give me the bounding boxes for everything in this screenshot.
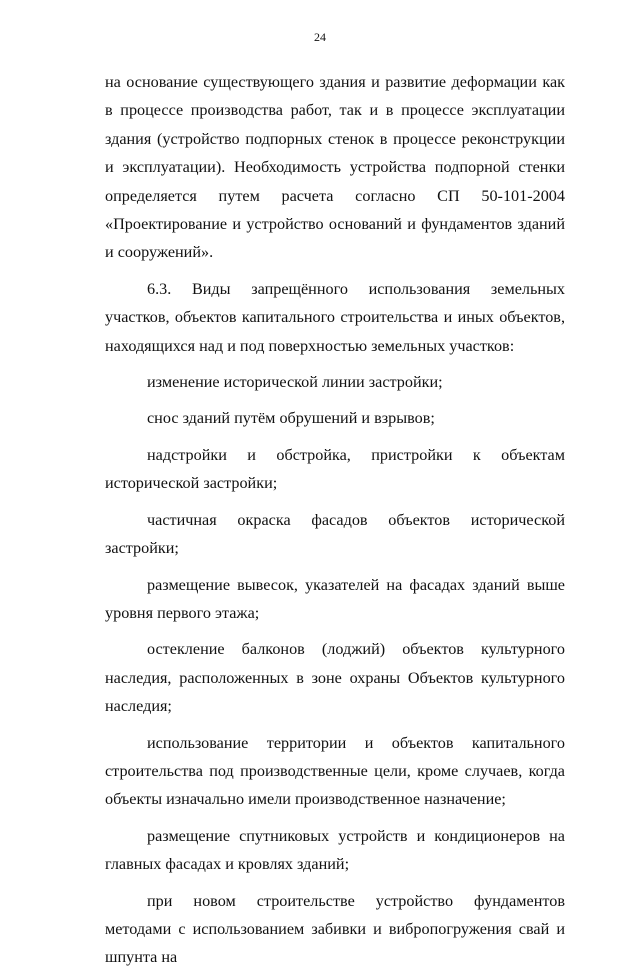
list-item: при новом строительстве устройство фундаментов методами с использованием забивки и вибропогружения свай и шпунта на <box>105 891 565 967</box>
list-item: размещение вывесок, указателей на фасадах зданий выше уровня первого этажа; <box>105 575 565 622</box>
paragraph-continuation: на основание существующего здания и развитие деформации как в процессе производства работ, так и в процессе эксплуатации здания (устройство подпорных стенок в процессе реконструкции и эксплуатации). Необходимость устройства подпорной стенки определяется путем расчета согласно СП 50-101-2004 «Проектирование и устройство оснований и фундаментов зданий и сооружений». <box>105 73 565 262</box>
list-item: снос зданий путём обрушений и взрывов; <box>147 409 435 428</box>
page-number: 24 <box>314 30 326 44</box>
list-item: надстройки и обстройка, пристройки к объектам исторической застройки; <box>105 445 565 493</box>
list-item: частичная окраска фасадов объектов исторической застройки; <box>105 510 565 558</box>
document-body <box>105 68 565 972</box>
paragraph-section-6-3: 6.3. Виды запрещённого использования земельных участков, объектов капитального строительства и иных объектов, находящихся над и под поверхностью земельных участков: <box>105 279 565 355</box>
list-item: использование территории и объектов капитального строительства под производственные цели, кроме случаев, когда объекты изначально имели производственное назначение; <box>105 733 565 809</box>
list-item: изменение исторической линии застройки; <box>147 373 443 392</box>
list-item: остекление балконов (лоджий) объектов культурного наследия, расположенных в зоне охраны Объектов культурного наследия; <box>105 640 565 716</box>
list-item: размещение спутниковых устройств и кондиционеров на главных фасадах и кровлях зданий; <box>105 826 565 874</box>
